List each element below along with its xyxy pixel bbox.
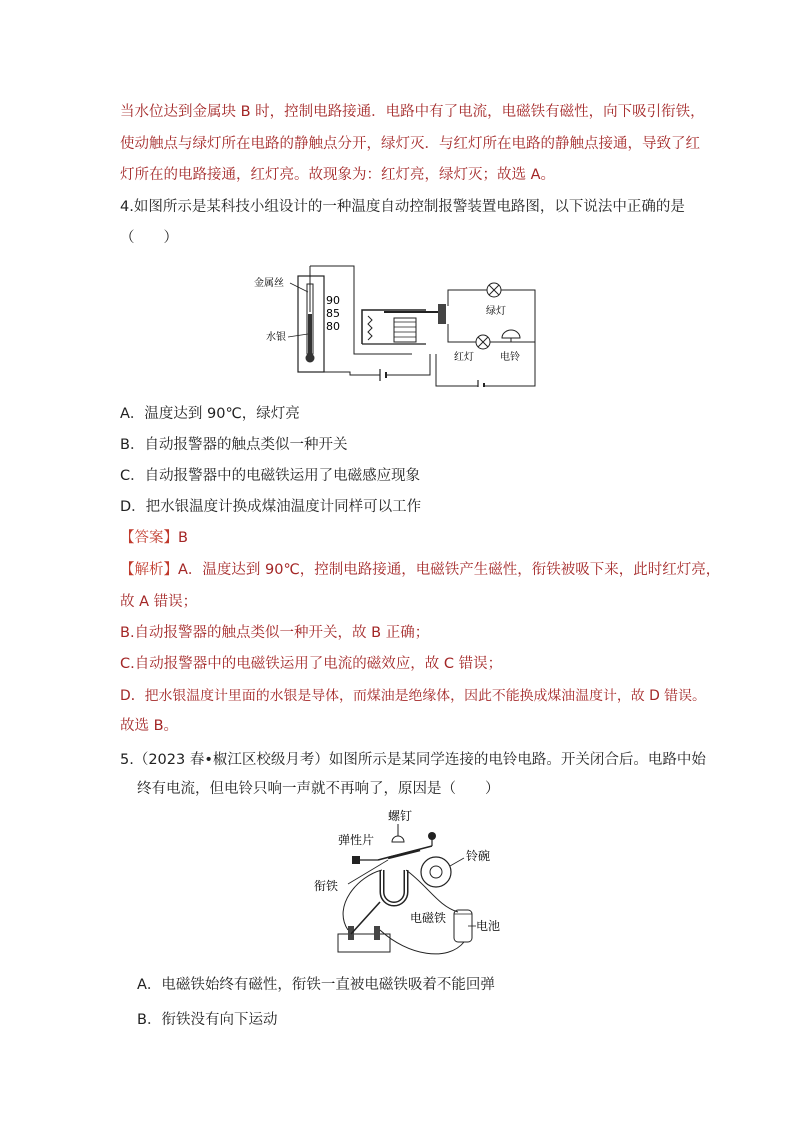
switch-base: [338, 934, 390, 952]
q4-analysis-a1: [120, 560, 720, 580]
q5-stem-line-2: 终有电流，但电铃只响一声就不再响了，原因是（ ）: [137, 781, 500, 797]
screw: [392, 836, 404, 842]
analysis-prev-line-2: 使动触点与绿灯所在电路的静触点分开，绿灯灭．与红灯所在电路的静触点接通，导致了红: [120, 136, 700, 152]
q4-answer: [120, 528, 188, 548]
q4-option-c: C．自动报警器中的电磁铁运用了电磁感应现象: [120, 468, 421, 484]
label-bowl: 铃碗: [466, 849, 491, 863]
q4-analysis-b: B.自动报警器的触点类似一种开关，故 B 正确；: [120, 625, 430, 641]
spring-mount: [352, 856, 360, 864]
label-spring: 弹性片: [338, 833, 375, 847]
q4-analysis-c: C.自动报警器中的电磁铁运用了电流的磁效应，故 C 错误；: [120, 656, 503, 672]
relay-spring: [368, 316, 372, 340]
q4-bracket: （ ）: [120, 230, 178, 246]
q5-option-b: B．衔铁没有向下运动: [137, 1012, 278, 1028]
q4-analysis-a2: 故 A 错误；: [120, 594, 198, 610]
q4-circuit-diagram: [250, 262, 550, 387]
wire-3: [380, 930, 464, 954]
label-red-lamp: 红灯: [454, 352, 474, 363]
label-metal-wire: 金属丝: [254, 278, 284, 289]
label-screw: 螺钉: [388, 809, 413, 823]
label-bell: 电铃: [500, 352, 520, 363]
q5-stem-line-1: 5.（2023 春•椒江区校级月考）如图所示是某同学连接的电铃电路。开关闭合后。电路中始: [120, 752, 706, 768]
tick-80: 80: [326, 320, 340, 333]
q5-option-a: A．电磁铁始终有磁性，衔铁一直被电磁铁吸着不能回弹: [137, 977, 495, 993]
label-armature: 衔铁: [314, 879, 339, 893]
bell-hammer: [428, 832, 436, 840]
thermometer-bulb: [306, 354, 315, 363]
analysis-prev-line-1: 当水位达到金属块 B 时，控制电路接通．电路中有了电流，电磁铁有磁性，向下吸引衔铁，: [120, 104, 705, 120]
label-green-lamp: 绿灯: [486, 306, 506, 317]
q4-analysis-final: 故选 B。: [120, 718, 179, 734]
q4-analysis-d: D．把水银温度计里面的水银是导体，而煤油是绝缘体，因此不能换成煤油温度计，故 D 错误。: [120, 688, 706, 704]
mercury-column: [308, 314, 312, 354]
q4-option-b: B．自动报警器的触点类似一种开关: [120, 437, 348, 453]
analysis-label: 【解析】: [120, 562, 178, 578]
u-magnet: [382, 870, 406, 904]
q4-option-a: A．温度达到 90℃，绿灯亮: [120, 406, 300, 422]
label-magnet: 电磁铁: [410, 911, 447, 925]
analysis-prev-line-3: 灯所在的电路接通，红灯亮。故现象为：红灯亮，绿灯灭；故选 A。: [120, 167, 556, 183]
armature-bar: [388, 850, 420, 858]
switch-terminal-2: [374, 926, 380, 940]
label-mercury: 水银: [266, 332, 286, 343]
answer-label: 【答案】: [120, 530, 178, 546]
analysis-a1-text: A．温度达到 90℃，控制电路接通，电磁铁产生磁性，衔铁被吸下来，此时红灯亮，: [178, 562, 721, 578]
contact-point: [438, 304, 446, 324]
q4-stem: 4.如图所示是某科技小组设计的一种温度自动控制报警装置电路图，以下说法中正确的是: [120, 199, 685, 215]
electric-bell: [502, 330, 520, 338]
label-battery: 电池: [476, 919, 501, 933]
q4-option-d: D．把水银温度计换成煤油温度计同样可以工作: [120, 499, 422, 515]
answer-value: B: [178, 530, 188, 546]
tick-90: 90: [326, 294, 340, 307]
q5-bell-diagram: [308, 806, 508, 966]
tick-85: 85: [326, 307, 340, 320]
